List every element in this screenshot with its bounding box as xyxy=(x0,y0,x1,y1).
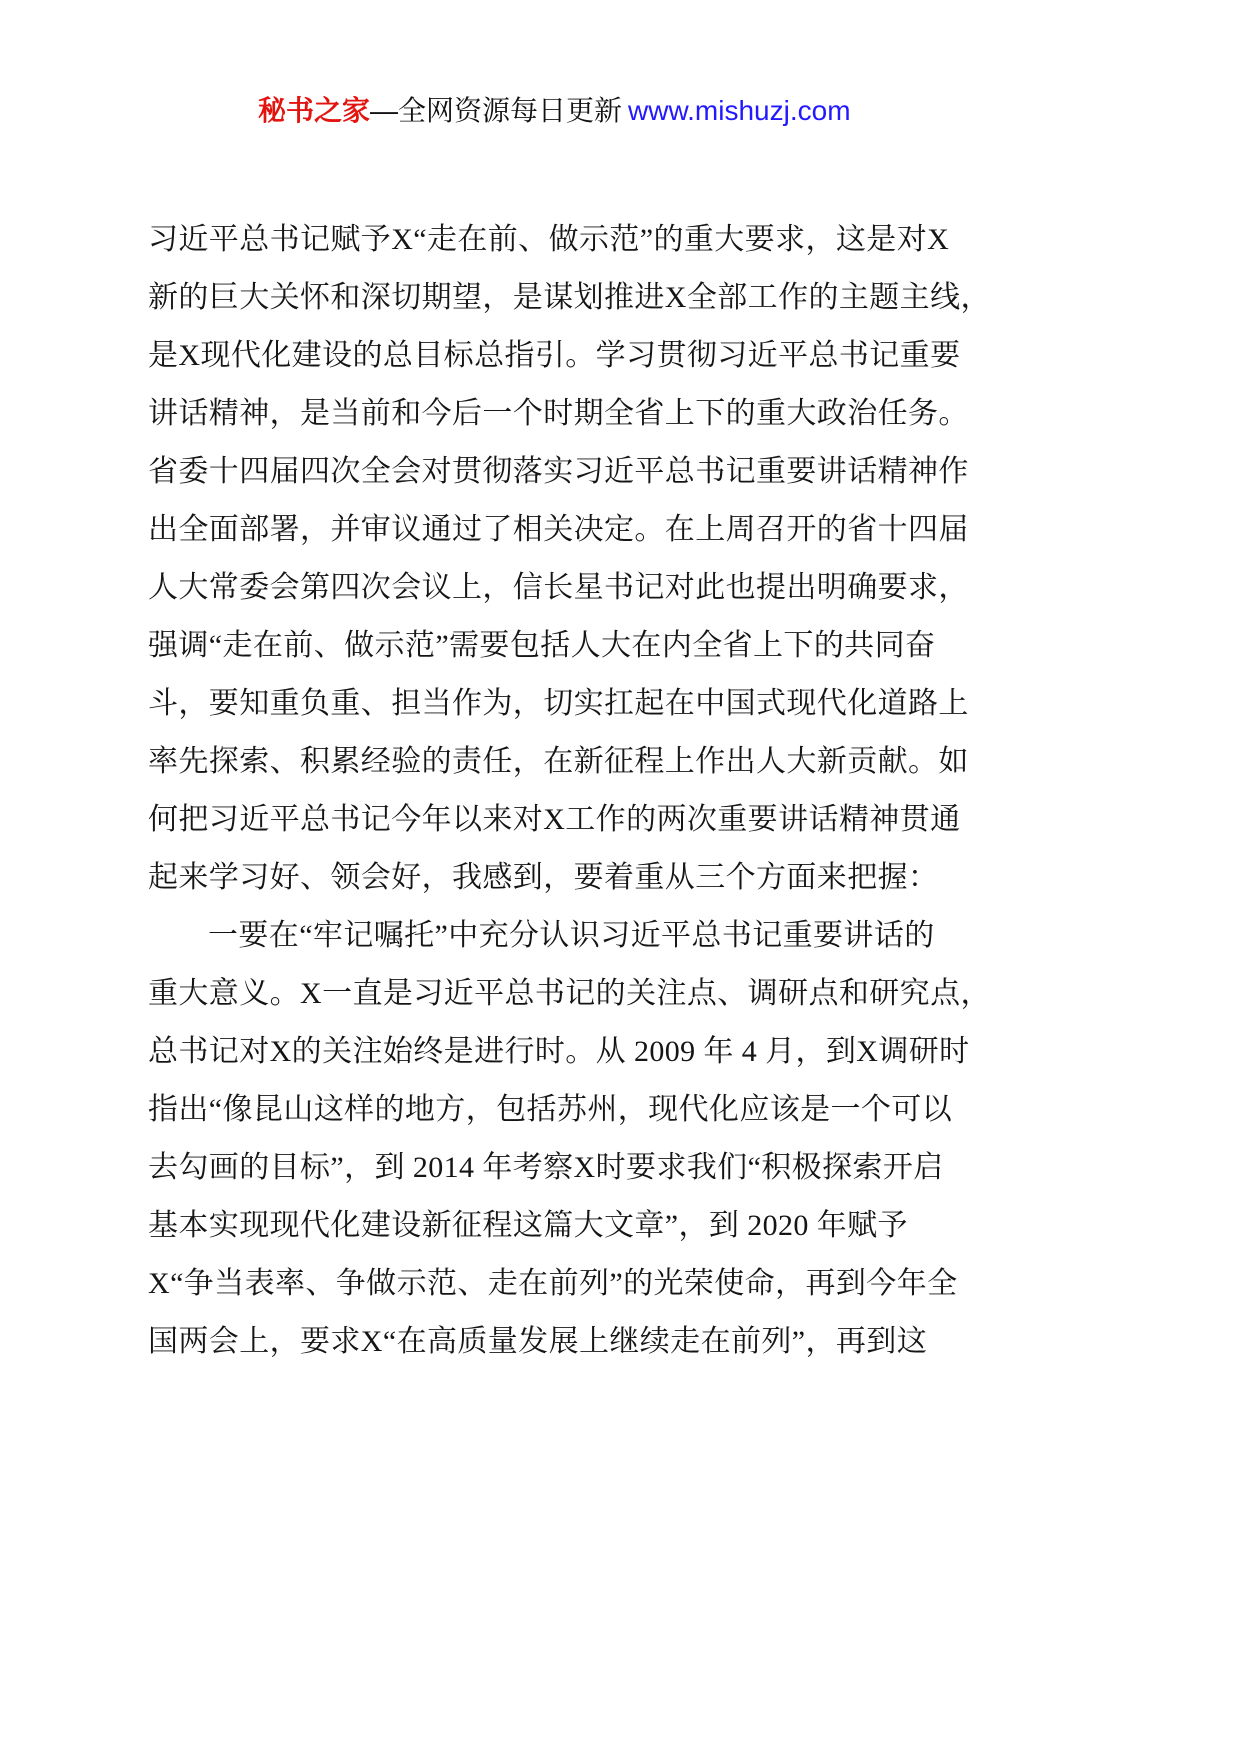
body-line: 新的巨大关怀和深切期望，是谋划推进X全部工作的主题主线， xyxy=(148,281,991,314)
body-line: 基本实现现代化建设新征程这篇大文章”，到 2020 年赋予 xyxy=(148,1209,908,1242)
body-line: 起来学习好、领会好，我感到，要着重从三个方面来把握： xyxy=(148,861,939,894)
body-line: 斗，要知重负重、担当作为，切实扛起在中国式现代化道路上 xyxy=(148,687,969,720)
page-header xyxy=(258,92,851,130)
header-url: www.mishuzj.com xyxy=(628,95,851,126)
body-line: 省委十四届四次全会对贯彻落实习近平总书记重要讲话精神作 xyxy=(148,455,969,488)
paragraph-start-line: 一要在“牢记嘱托”中充分认识习近平总书记重要讲话的 xyxy=(208,919,935,952)
header-brand: 秘书之家 xyxy=(258,95,371,126)
body-line: 是X现代化建设的总目标总指引。学习贯彻习近平总书记重要 xyxy=(148,339,961,372)
body-line: 指出“像昆山这样的地方，包括苏州，现代化应该是一个可以 xyxy=(148,1093,953,1126)
body-line: 去勾画的目标”，到 2014 年考察X时要求我们“积极探索开启 xyxy=(148,1151,944,1184)
body-line: X“争当表率、争做示范、走在前列”的光荣使命，再到今年全 xyxy=(148,1267,958,1300)
body-line: 讲话精神，是当前和今后一个时期全省上下的重大政治任务。 xyxy=(148,397,969,430)
body-line: 重大意义。X一直是习近平总书记的关注点、调研点和研究点， xyxy=(148,977,991,1010)
body-line: 强调“走在前、做示范”需要包括人大在内全省上下的共同奋 xyxy=(148,629,936,662)
body-line: 何把习近平总书记今年以来对X工作的两次重要讲话精神贯通 xyxy=(148,803,961,836)
body-line: 习近平总书记赋予X“走在前、做示范”的重大要求，这是对X xyxy=(148,223,950,256)
body-line: 国两会上，要求X“在高质量发展上继续走在前列”，再到这 xyxy=(148,1325,928,1358)
body-line: 率先探索、积累经验的责任，在新征程上作出人大新贡献。如 xyxy=(148,745,969,778)
body-line: 人大常委会第四次会议上，信长星书记对此也提出明确要求， xyxy=(148,571,969,604)
document-body xyxy=(148,211,1108,1371)
body-line: 出全面部署，并审议通过了相关决定。在上周召开的省十四届 xyxy=(148,513,969,546)
body-line: 总书记对X的关注始终是进行时。从 2009 年 4 月，到X调研时 xyxy=(148,1035,970,1068)
header-tagline: —全网资源每日更新 xyxy=(370,95,623,126)
